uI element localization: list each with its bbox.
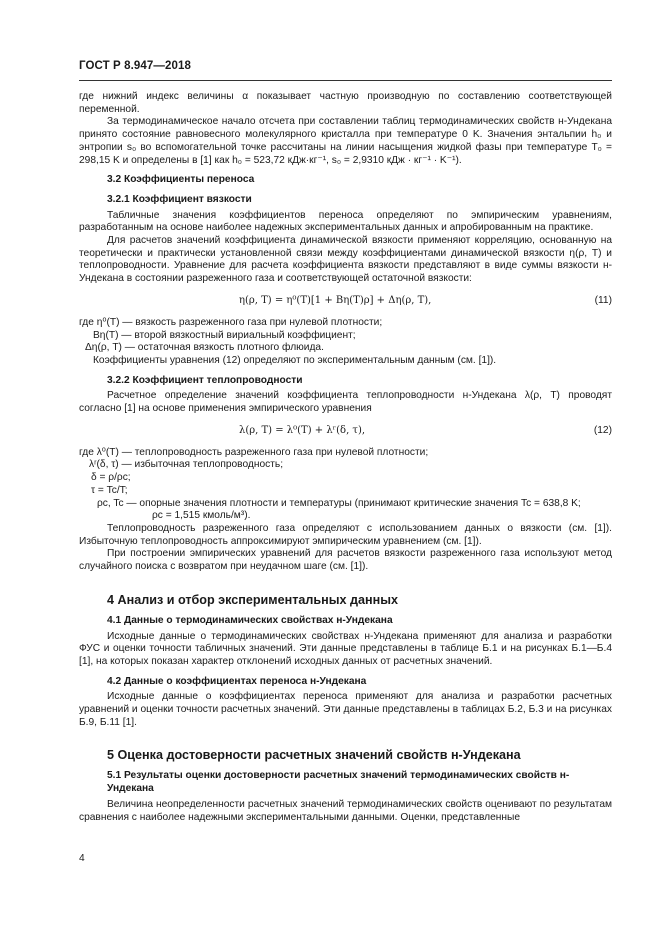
section-heading: 3.2.1 Коэффициент вязкости [107,193,252,205]
equation-number: (12) [593,424,612,436]
section-heading: 3.2.2 Коэффициент теплопроводности [107,374,303,386]
definition-line: Bη(T) — второй вязкостный вириальный коэффициент; [93,329,356,341]
definition-line: где λ⁰(T) — теплопроводность разреженного газа при нулевой плотности; [79,446,429,458]
paragraph: При построении эмпирических уравнений для расчетов вязкости разреженного газа используют метод случайного поиска с возвратом при неудачном шаге (см. [1]). [79,548,612,573]
paragraph: За термодинамическое начало отсчета при составлении таблиц термодинамических свойств н-Ундекана принято состояние равновесного молекулярного кристалла при температуре 0 K. Значения энтальпии h₀ и энтропии s₀ во вспомогательной точке рассчитаны на линии насыщения жидкой фазы при температуре T₀ = 298,15 K и определены в [1] как h₀ = 523,72 кДж·кг⁻¹, s₀ = 2,9310 кДж · кг⁻¹ · K⁻¹). [79,116,612,166]
paragraph: Теплопроводность разреженного газа определяют с использованием данных о вязкости (см. [1]). Избыточную теплопроводность аппроксимируют эмпирическим уравнением (см. [1]). [79,522,612,547]
header-divider [79,80,612,81]
paragraph: Для расчетов значений коэффициента динамической вязкости применяют корреляцию, основанную на теоретически и практически установленной связи между коэффициентами динамической вязкости η(ρ, T) и теплопроводности. Уравнение для расчета коэффициента вязкости представляют в виде суммы вязкости н-Ундекана в состоянии разреженного газа и соответствующей остаточной вязкости: [79,235,612,285]
equation [79,293,612,309]
definition-line: τ = Tc/T; [91,484,128,496]
equation-number: (11) [594,294,612,306]
definition-line: Коэффициенты уравнения (12) определяют по экспериментальным данным (см. [1]). [93,354,497,366]
equation-formula: η(ρ, T) = η⁰(T)[1 + Bη(T)ρ] + Δη(ρ, T), [239,294,432,306]
definition-line: ρc, Tc — опорные значения плотности и температуры (принимают критические значения Tc = 638,8 K; [97,497,581,509]
paragraph: Расчетное определение значений коэффициента теплопроводности н-Ундекана λ(ρ, T) проводят согласно [1] на основе применения эмпирического уравнения [79,390,612,415]
equation [79,423,612,439]
definition-line: ρc = 1,515 кмоль/м³). [152,510,251,522]
section-heading: 3.2 Коэффициенты переноса [107,174,255,186]
section-heading: 4 Анализ и отбор экспериментальных данных [107,592,398,607]
definition-line: λʳ(δ, τ) — избыточная теплопроводность; [89,459,284,471]
document-body [79,91,612,824]
definition-line: Δη(ρ, T) — остаточная вязкость плотного флюида. [85,342,324,354]
section-heading: 4.1 Данные о термодинамических свойствах н-Ундекана [107,614,393,626]
paragraph: Исходные данные о коэффициентах переноса применяют для анализа и разработки расчетных уравнений и оценки точности расчетных значений. Эти данные представлены в таблицах Б.2, Б.3 и на рисунках Б.9, Б.11 [1]. [79,691,612,728]
equation-formula: λ(ρ, T) = λ⁰(T) + λʳ(δ, τ), [239,424,366,436]
paragraph: Величина неопределенности расчетных значений термодинамических свойств оценивают по результатам сравнения с наиболее надежными экспериментальными данными. Оценки, представленные [79,798,612,823]
definition-line: где η⁰(T) — вязкость разреженного газа при нулевой плотности; [79,316,383,328]
section-heading: 4.2 Данные о коэффициентах переноса н-Ундекана [107,675,367,687]
page-number: 4 [79,853,85,864]
paragraph: где нижний индекс величины α показывает частную производную по составлению соответствующей переменной. [79,91,612,115]
paragraph: Табличные значения коэффициентов переноса определяют по эмпирическим уравнениям, разработанным на основе наиболее надежных экспериментальных данных и апробированным на практике. [79,209,612,234]
document-header: ГОСТ Р 8.947—2018 [79,60,191,72]
definition-line: δ = ρ/ρc; [91,472,131,484]
section-heading: 5.1 Результаты оценки достоверности расчетных значений термодинамических свойств н-Ундекана [107,770,570,795]
section-heading: 5 Оценка достоверности расчетных значений свойств н-Ундекана [107,748,521,763]
paragraph: Исходные данные о термодинамических свойствах н-Ундекана применяют для анализа и разработки ФУС и оценки точности табличных значений. Эти данные представлены в таблице Б.1 и на рисунках Б.1—Б.4 [1], на которых показан характер отклонений исходных данных от расчетных значений. [79,630,612,667]
